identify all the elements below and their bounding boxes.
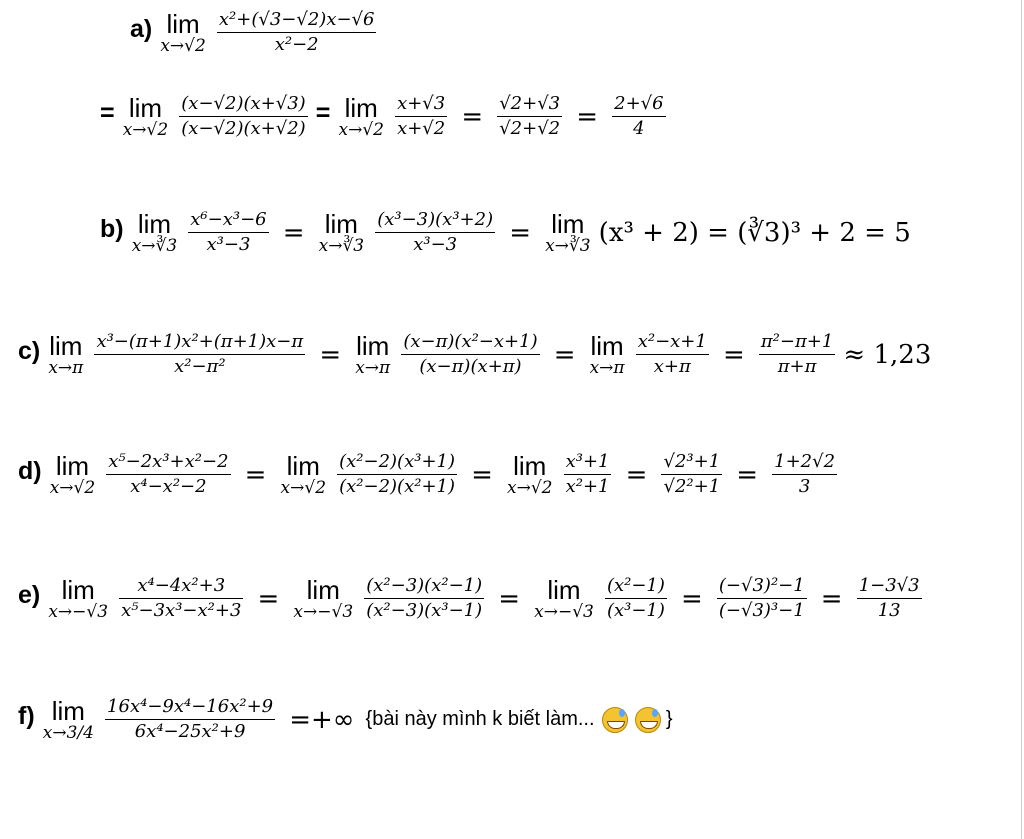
- result: =+∞: [289, 704, 355, 735]
- limit: lim x→√2: [280, 450, 327, 498]
- equals-sign: =: [461, 101, 484, 132]
- problem-b: [100, 208, 911, 257]
- fraction: $\frac{\text{(x−π)(x²−x+1)}}{(x-\pi)(x+\pi)}$: [403, 331, 538, 377]
- limit: lim x→−√3: [293, 574, 354, 622]
- problem-a-limit: lim x→√2: [160, 8, 206, 56]
- grinning-sweat-emoji-icon: [602, 707, 628, 733]
- problem-e: [18, 574, 925, 623]
- fraction: $\frac{\text{x³−(π+1)x²+(π+1)x−π}}{\text{x²−π²}}$: [96, 331, 304, 377]
- grinning-sweat-emoji-icon: [635, 707, 661, 733]
- note-close: }: [665, 708, 673, 730]
- limit: lim x→π: [589, 330, 625, 378]
- limit: lim x→π: [48, 330, 84, 378]
- limit: lim x→∛3: [131, 208, 178, 256]
- fraction: $\frac{\text{(x²−3)(x²−1)}}{\text{(x²−3)(x³−1)}}$: [366, 575, 483, 621]
- problem-a-fraction: $\frac{\text{x²+(√3−√2)x−√6}}{\text{x²−2}}$: [218, 9, 375, 55]
- fraction: $\frac{\text{x⁴−4x²+3}}{\text{x⁵−3x³−x²+3}}$: [121, 575, 242, 621]
- fraction: $\frac{2+√6}{4}$: [614, 93, 664, 139]
- limit: lim x→−√3: [48, 574, 109, 622]
- expression: (x³ + 2) = (∛3)³ + 2 = 5: [598, 217, 911, 248]
- page-edge-line: [1021, 0, 1022, 839]
- limit: lim x→√2: [49, 450, 96, 498]
- fraction: $\frac{\text{x⁵−2x³+x²−2}}{\text{x⁴−x²−2}}$: [108, 451, 229, 497]
- fraction: $\frac{\text{√2³+1}}{\text{√2²+1}}$: [663, 451, 721, 497]
- fraction: $\frac{√2+√3}{√2+√2}$: [499, 93, 561, 139]
- limit: lim x→√2: [338, 92, 384, 140]
- equals-sign: =: [681, 583, 703, 614]
- equals-sign: =: [319, 339, 342, 370]
- fraction: $\frac{\text{(−√3)²−1}}{\text{(−√3)³−1}}$: [718, 575, 805, 621]
- problem-b-label: b): [100, 215, 124, 243]
- problem-c-label: c): [18, 337, 41, 365]
- fraction: $\frac{\text{x³+1}}{\text{x²+1}}$: [565, 451, 610, 497]
- fraction: $\frac{\text{16x⁴−9x⁴−16x²+9}}{\text{6x⁴−25x²+9}}$: [107, 696, 274, 742]
- equals-sign: =: [498, 583, 521, 614]
- fraction: $\frac{\text{π²−π+1}}{\pi+\pi}$: [760, 331, 834, 377]
- note-text: {bài này mình k biết làm...: [365, 708, 595, 730]
- fraction: $\frac{\text{(x³−3)(x³+2)}}{\text{x³−3}}$: [377, 209, 494, 255]
- equals-sign: =: [315, 99, 331, 127]
- equals-sign: =: [722, 339, 745, 370]
- fraction: $\frac{1-3√3}{13}$: [858, 575, 920, 621]
- equals-sign: =: [576, 101, 599, 132]
- problem-a-label: a): [130, 15, 153, 43]
- equals-sign: =: [625, 459, 648, 490]
- problem-e-label: e): [18, 581, 41, 609]
- limit: lim x→−√3: [534, 574, 594, 622]
- equals-sign: =: [282, 217, 305, 248]
- fraction: $\frac{\text{(x²−2)(x³+1)}}{\text{(x²−2)(x²+1)}}$: [339, 451, 456, 497]
- fraction: $\frac{(x-√2)(x+√3)}{(x-√2)(x+√2)}$: [181, 93, 306, 139]
- equals-sign: =: [244, 459, 267, 490]
- problem-f-label: f): [18, 702, 35, 730]
- equals-sign: =: [471, 459, 493, 490]
- equals-sign: =: [736, 459, 759, 490]
- problem-d-label: d): [18, 457, 42, 485]
- fraction: $\frac{1+2√2}{3}$: [774, 451, 836, 497]
- limit: lim x→π: [355, 330, 391, 378]
- limit: lim x→∛3: [545, 208, 591, 256]
- fraction: $\frac{\text{x²−x+1}}{x+\pi}$: [637, 331, 707, 377]
- fraction: $\frac{\text{x⁶−x³−6}}{\text{x³−3}}$: [190, 209, 267, 255]
- problem-f: [18, 695, 673, 744]
- limit: lim x→√2: [122, 92, 169, 140]
- problem-c: [18, 330, 931, 379]
- equals-sign: =: [553, 339, 576, 370]
- limit: lim x→3/4: [42, 695, 94, 743]
- fraction: $\frac{x+√3}{x+√2}$: [397, 93, 446, 139]
- problem-a: [130, 8, 379, 57]
- equals-sign: =: [509, 217, 531, 248]
- limit: lim x→∛3: [318, 208, 365, 256]
- equals-sign: =: [820, 583, 843, 614]
- limit: lim x→√2: [507, 450, 553, 498]
- equals-sign: =: [100, 99, 115, 127]
- problem-a-steps: [100, 92, 669, 141]
- approx-result: ≈ 1,23: [843, 339, 932, 370]
- problem-d: [18, 450, 840, 499]
- fraction: $\frac{\text{(x²−1)}}{\text{(x³−1)}}$: [606, 575, 665, 621]
- equals-sign: =: [257, 583, 280, 614]
